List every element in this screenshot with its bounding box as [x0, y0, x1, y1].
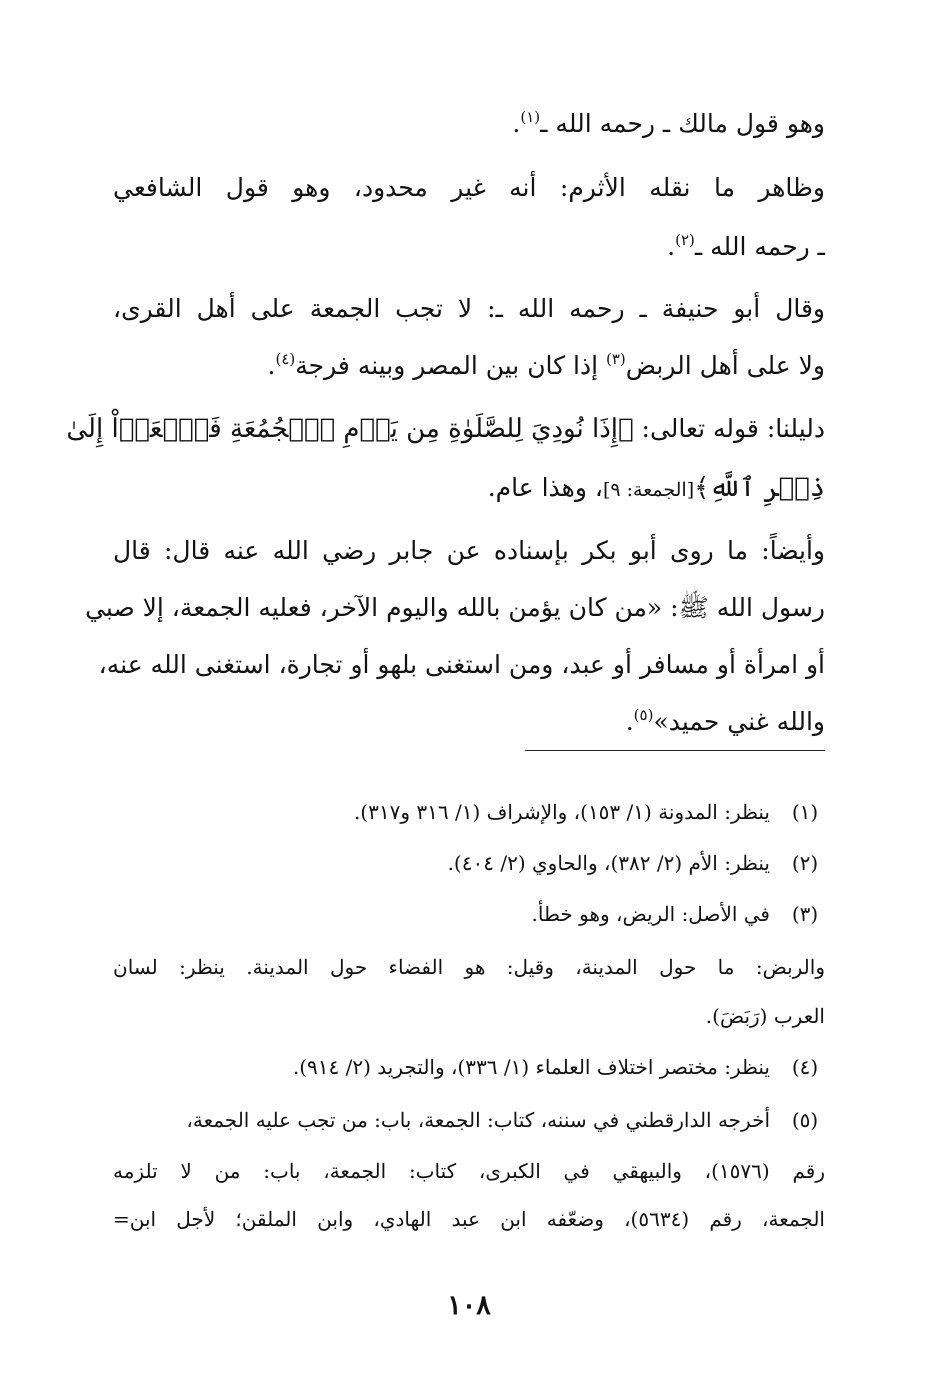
paragraph-4-line-1: [66, 409, 825, 449]
footnote-ref-2[interactable]: (٢): [675, 231, 695, 249]
footnote-5-continuation-1: رقم (١٥٧٦)، والبيهقي في الكبرى، كتاب: الجمعة، باب: من لا تلزمه: [113, 1159, 825, 1183]
paragraph-5-line-1: وأيضاً: ما روى أبو بكر بإسناده عن جابر رضي الله عنه قال: قال: [113, 536, 825, 565]
paragraph-2-line-2: ـ رحمه الله ـ$^{(٢)}$.: [667, 231, 825, 261]
footnote-5-continuation-2: الجمعة، رقم (٥٦٣٤)، وضعّفه ابن عبد الهادي، وابن الملقن؛ لأجل ابن=: [113, 1207, 825, 1231]
footnote-number: (٣): [791, 902, 819, 926]
footnote-number: (٥): [791, 1108, 819, 1132]
footnote-ref-1[interactable]: (١): [520, 108, 541, 126]
footnote-number: (٤): [791, 1055, 819, 1079]
paragraph-2-line-1: وظاهر ما نقله الأثرم: أنه غير محدود، وهو قول الشافعي: [113, 173, 825, 202]
footnote-text: في الأصل: الريض، وهو خطأ.: [531, 902, 770, 926]
page-number: ١٠٨: [447, 1290, 491, 1321]
footnote-text: ينظر: مختصر اختلاف العلماء (١/ ٣٣٦)، والتجريد (٢/ ٩١٤).: [292, 1055, 770, 1079]
paragraph-1-line-1: وهو قول مالك ـ رحمه الله ـ$^{(١)}$.: [512, 108, 825, 138]
quran-verse-part-2: ذِكۡرِ ٱللَّهِ﴾: [694, 473, 825, 503]
footnote-text: ينظر: الأم (٢/ ٣٨٢)، والحاوي (٢/ ٤٠٤).: [447, 851, 770, 875]
footnote-3-continuation-1: والربض: ما حول المدينة، وقيل: هو الفضاء حول المدينة. ينظر: لسان: [113, 955, 825, 979]
surah-reference: [الجمعة: ٩]: [602, 479, 695, 501]
footnote-separator: [525, 750, 825, 751]
paragraph-4-line-2: ذِكۡرِ ٱللَّهِ﴾[الجمعة: ٩]، وهذا عام.: [487, 473, 825, 503]
paragraph-5-line-2: رسول الله ﷺ: «من كان يؤمن بالله واليوم الآخر، فعليه الجمعة، إلا صبي: [85, 593, 825, 622]
paragraph-4-lead: دليلنا: قوله تعالى:: [633, 414, 825, 443]
footnote-number: (١): [791, 800, 819, 824]
footnote-text: أخرجه الدارقطني في سننه، كتاب: الجمعة، باب: من تجب عليه الجمعة،: [186, 1108, 770, 1132]
footnote-ref-4[interactable]: (٤): [275, 350, 296, 368]
footnote-number: (٢): [791, 851, 819, 875]
book-page: وهو قول مالك ـ رحمه الله ـ$^{(١)}$. وظاهر ما نقله الأثرم: أنه غير محدود، وهو قول الشافعي ـ رحمه الله ـ$^{(٢)}$. وقال أبو حنيفة ـ رحمه الله ـ: لا تجب الجمعة على أهل القرى، ولا على أهل الربض$^{(٣)}$ إذا كان بين المصر وبينه فرجة$^{(٤)}$. دليلنا: قوله تعالى: ﴿إِذَا نُودِيَ لِلصَّلَوٰةِ مِن يَوۡمِ ٱلۡجُمُعَةِ فَٱسۡعَوۡاْ إِلَىٰ ذِكۡرِ ٱللَّهِ﴾[الجمعة: ٩]، وهذا عام. وأيضاً: ما روى أبو بكر بإسناده عن جابر رضي الله عنه قال: قال رسول الله ﷺ: «من كان يؤمن بالله واليوم الآخر، فعليه الجمعة، إلا صبي أو امرأة أو مسافر أو عبد، ومن استغنى بلهو أو تجارة، استغنى الله عنه، والله غني حميد»$^{(٥)}$. (١) ينظر: المدونة (١/ ١٥٣)، والإشراف (١/ ٣١٦ و٣١٧). (٢) ينظر: الأم (٢/ ٣٨٢)، والحاوي (٢/ ٤٠٤). (٣) في الأصل: الريض، وهو خطأ. والربض: ما حول المدينة، وقيل: هو الفضاء حول المدينة. ينظر: لسان العرب (رَبَضَ). (٤) ينظر: مختصر اختلاف العلماء (١/ ٣٣٦)، والتجريد (٢/ ٩١٤). (٥) أخرجه الدارقطني في سننه، كتاب: الجمعة، باب: من تجب عليه الجمعة، رقم (١٥٧٦)، والبيهقي في الكبرى، كتاب: الجمعة، باب: من لا تلزمه الجمعة، رقم (٥٦٣٤)، وضعّفه ابن عبد الهادي، وابن الملقن؛ لأجل ابن= ١٠٨: [0, 0, 938, 1379]
footnote-ref-3[interactable]: (٣): [606, 350, 626, 368]
paragraph-3-line-2: ولا على أهل الربض$^{(٣)}$ إذا كان بين المصر وبينه فرجة$^{(٤)}$.: [267, 350, 825, 380]
paragraph-5-line-4: والله غني حميد»$^{(٥)}$.: [625, 706, 825, 736]
footnote-text: ينظر: المدونة (١/ ١٥٣)، والإشراف (١/ ٣١٦ و٣١٧).: [353, 800, 770, 824]
paragraph-3-line-1: وقال أبو حنيفة ـ رحمه الله ـ: لا تجب الجمعة على أهل القرى،: [113, 294, 825, 323]
footnote-ref-5[interactable]: (٥): [633, 706, 654, 724]
paragraph-5-line-3: أو امرأة أو مسافر أو عبد، ومن استغنى بلهو أو تجارة، استغنى الله عنه،: [98, 650, 825, 679]
quran-verse-part-1: ﴿إِذَا نُودِيَ لِلصَّلَوٰةِ مِن يَوۡمِ ٱلۡجُمُعَةِ فَٱسۡعَوۡاْ إِلَىٰ: [66, 414, 634, 444]
